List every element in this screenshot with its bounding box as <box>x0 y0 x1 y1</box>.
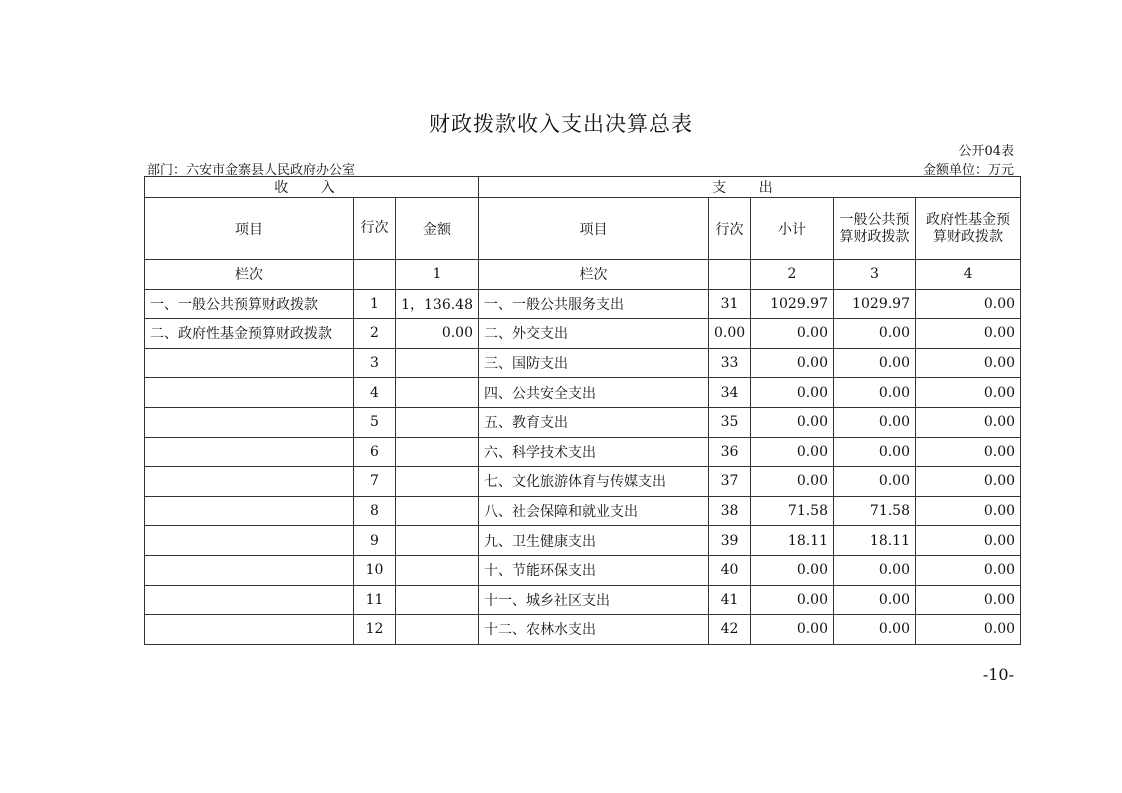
cell-fund: 0.00 <box>916 496 1021 526</box>
cell-expense-row: 39 <box>709 526 751 556</box>
cell-income-amount <box>396 555 479 585</box>
index-income-amount: 1 <box>396 260 479 290</box>
cell-income-amount <box>396 526 479 556</box>
cell-income-row: 9 <box>354 526 396 556</box>
cell-subtotal: 0.00 <box>751 407 834 437</box>
cell-expense-item: 三、国防支出 <box>479 348 709 378</box>
cell-general: 0.00 <box>834 348 916 378</box>
cell-subtotal: 0.00 <box>751 378 834 408</box>
cell-income-item <box>145 437 354 467</box>
cell-income-item <box>145 407 354 437</box>
cell-expense-row: 36 <box>709 437 751 467</box>
header-income-amount: 金额 <box>396 198 479 260</box>
cell-expense-row: 42 <box>709 615 751 645</box>
cell-income-amount: 0.00 <box>396 319 479 349</box>
index-income-row <box>354 260 396 290</box>
cell-income-row: 10 <box>354 555 396 585</box>
cell-expense-row: 33 <box>709 348 751 378</box>
cell-fund: 0.00 <box>916 437 1021 467</box>
cell-income-item <box>145 467 354 497</box>
cell-expense-item: 七、文化旅游体育与传媒支出 <box>479 467 709 497</box>
cell-expense-item: 四、公共安全支出 <box>479 378 709 408</box>
section-header-row <box>145 177 1021 198</box>
cell-fund: 0.00 <box>916 348 1021 378</box>
cell-general: 0.00 <box>834 319 916 349</box>
cell-income-row: 3 <box>354 348 396 378</box>
table-row <box>145 496 1021 526</box>
cell-expense-row: 35 <box>709 407 751 437</box>
header-expense-general: 一般公共预算财政拨款 <box>834 198 916 260</box>
cell-income-amount <box>396 378 479 408</box>
cell-general: 71.58 <box>834 496 916 526</box>
cell-income-row: 6 <box>354 437 396 467</box>
cell-fund: 0.00 <box>916 526 1021 556</box>
cell-expense-row: 41 <box>709 585 751 615</box>
cell-income-item <box>145 585 354 615</box>
form-code: 公开04表 <box>958 144 1014 159</box>
cell-subtotal: 1029.97 <box>751 289 834 319</box>
table-row <box>145 319 1021 349</box>
table-row <box>145 585 1021 615</box>
table-row <box>145 615 1021 645</box>
cell-fund: 0.00 <box>916 555 1021 585</box>
cell-expense-item: 十二、农林水支出 <box>479 615 709 645</box>
cell-general: 0.00 <box>834 378 916 408</box>
cell-income-row: 1 <box>354 289 396 319</box>
cell-income-row: 8 <box>354 496 396 526</box>
cell-income-amount <box>396 467 479 497</box>
cell-fund: 0.00 <box>916 378 1021 408</box>
cell-expense-item: 八、社会保障和就业支出 <box>479 496 709 526</box>
cell-income-item <box>145 615 354 645</box>
cell-income-row: 7 <box>354 467 396 497</box>
cell-income-row: 4 <box>354 378 396 408</box>
cell-income-item <box>145 378 354 408</box>
column-header-row <box>145 198 1021 260</box>
cell-income-amount <box>396 585 479 615</box>
index-expense-row <box>709 260 751 290</box>
cell-expense-item: 五、教育支出 <box>479 407 709 437</box>
cell-general: 0.00 <box>834 407 916 437</box>
page-number: -10- <box>982 665 1014 684</box>
index-income-item: 栏次 <box>145 260 354 290</box>
header-expense-row: 行次 <box>709 198 751 260</box>
cell-income-row: 2 <box>354 319 396 349</box>
column-index-row <box>145 260 1021 290</box>
cell-income-amount <box>396 348 479 378</box>
header-income-item: 项目 <box>145 198 354 260</box>
cell-fund: 0.00 <box>916 407 1021 437</box>
table-row <box>145 378 1021 408</box>
header-expense-item: 项目 <box>479 198 709 260</box>
cell-general: 1029.97 <box>834 289 916 319</box>
department-label: 部门：六安市金寨县人民政府办公室 <box>147 163 356 178</box>
budget-table <box>144 176 1021 645</box>
cell-expense-row: 38 <box>709 496 751 526</box>
index-expense-subtotal: 2 <box>751 260 834 290</box>
cell-expense-row: 37 <box>709 467 751 497</box>
cell-fund: 0.00 <box>916 289 1021 319</box>
cell-income-item: 一、一般公共预算财政拨款 <box>145 289 354 319</box>
cell-general: 18.11 <box>834 526 916 556</box>
cell-expense-item: 二、外交支出 <box>479 319 709 349</box>
cell-income-row: 5 <box>354 407 396 437</box>
unit-label: 金额单位：万元 <box>922 163 1014 178</box>
cell-subtotal: 18.11 <box>751 526 834 556</box>
section-income: 收 入 <box>145 177 479 198</box>
cell-expense-row: 0.00 <box>709 319 751 349</box>
cell-expense-item: 十一、城乡社区支出 <box>479 585 709 615</box>
header-income-row: 行次 <box>354 198 396 260</box>
cell-income-amount <box>396 615 479 645</box>
cell-general: 0.00 <box>834 555 916 585</box>
cell-expense-row: 31 <box>709 289 751 319</box>
page-title: 财政拨款收入支出决算总表 <box>429 112 693 136</box>
index-expense-general: 3 <box>834 260 916 290</box>
table-row <box>145 348 1021 378</box>
cell-income-item: 二、政府性基金预算财政拨款 <box>145 319 354 349</box>
cell-income-item <box>145 496 354 526</box>
cell-subtotal: 0.00 <box>751 555 834 585</box>
cell-subtotal: 0.00 <box>751 348 834 378</box>
table-row <box>145 407 1021 437</box>
cell-expense-item: 十、节能环保支出 <box>479 555 709 585</box>
cell-subtotal: 0.00 <box>751 585 834 615</box>
section-expense: 支 出 <box>479 177 1021 198</box>
cell-fund: 0.00 <box>916 467 1021 497</box>
table-row <box>145 467 1021 497</box>
cell-fund: 0.00 <box>916 319 1021 349</box>
cell-subtotal: 0.00 <box>751 437 834 467</box>
cell-income-item <box>145 555 354 585</box>
header-expense-subtotal: 小计 <box>751 198 834 260</box>
cell-income-amount: 1，136.48 <box>396 289 479 319</box>
cell-fund: 0.00 <box>916 585 1021 615</box>
cell-subtotal: 71.58 <box>751 496 834 526</box>
cell-general: 0.00 <box>834 615 916 645</box>
cell-subtotal: 0.00 <box>751 615 834 645</box>
index-expense-fund: 4 <box>916 260 1021 290</box>
cell-general: 0.00 <box>834 437 916 467</box>
cell-subtotal: 0.00 <box>751 319 834 349</box>
cell-income-item <box>145 526 354 556</box>
cell-income-item <box>145 348 354 378</box>
cell-income-amount <box>396 437 479 467</box>
cell-income-row: 11 <box>354 585 396 615</box>
cell-income-amount <box>396 407 479 437</box>
cell-expense-item: 九、卫生健康支出 <box>479 526 709 556</box>
cell-subtotal: 0.00 <box>751 467 834 497</box>
cell-expense-item: 六、科学技术支出 <box>479 437 709 467</box>
cell-general: 0.00 <box>834 467 916 497</box>
cell-expense-item: 一、一般公共服务支出 <box>479 289 709 319</box>
index-expense-item: 栏次 <box>479 260 709 290</box>
cell-expense-row: 34 <box>709 378 751 408</box>
table-row <box>145 289 1021 319</box>
cell-general: 0.00 <box>834 585 916 615</box>
table-row <box>145 437 1021 467</box>
cell-expense-row: 40 <box>709 555 751 585</box>
cell-income-row: 12 <box>354 615 396 645</box>
table-row <box>145 555 1021 585</box>
cell-fund: 0.00 <box>916 615 1021 645</box>
table-row <box>145 526 1021 556</box>
cell-income-amount <box>396 496 479 526</box>
header-expense-fund: 政府性基金预算财政拨款 <box>916 198 1021 260</box>
